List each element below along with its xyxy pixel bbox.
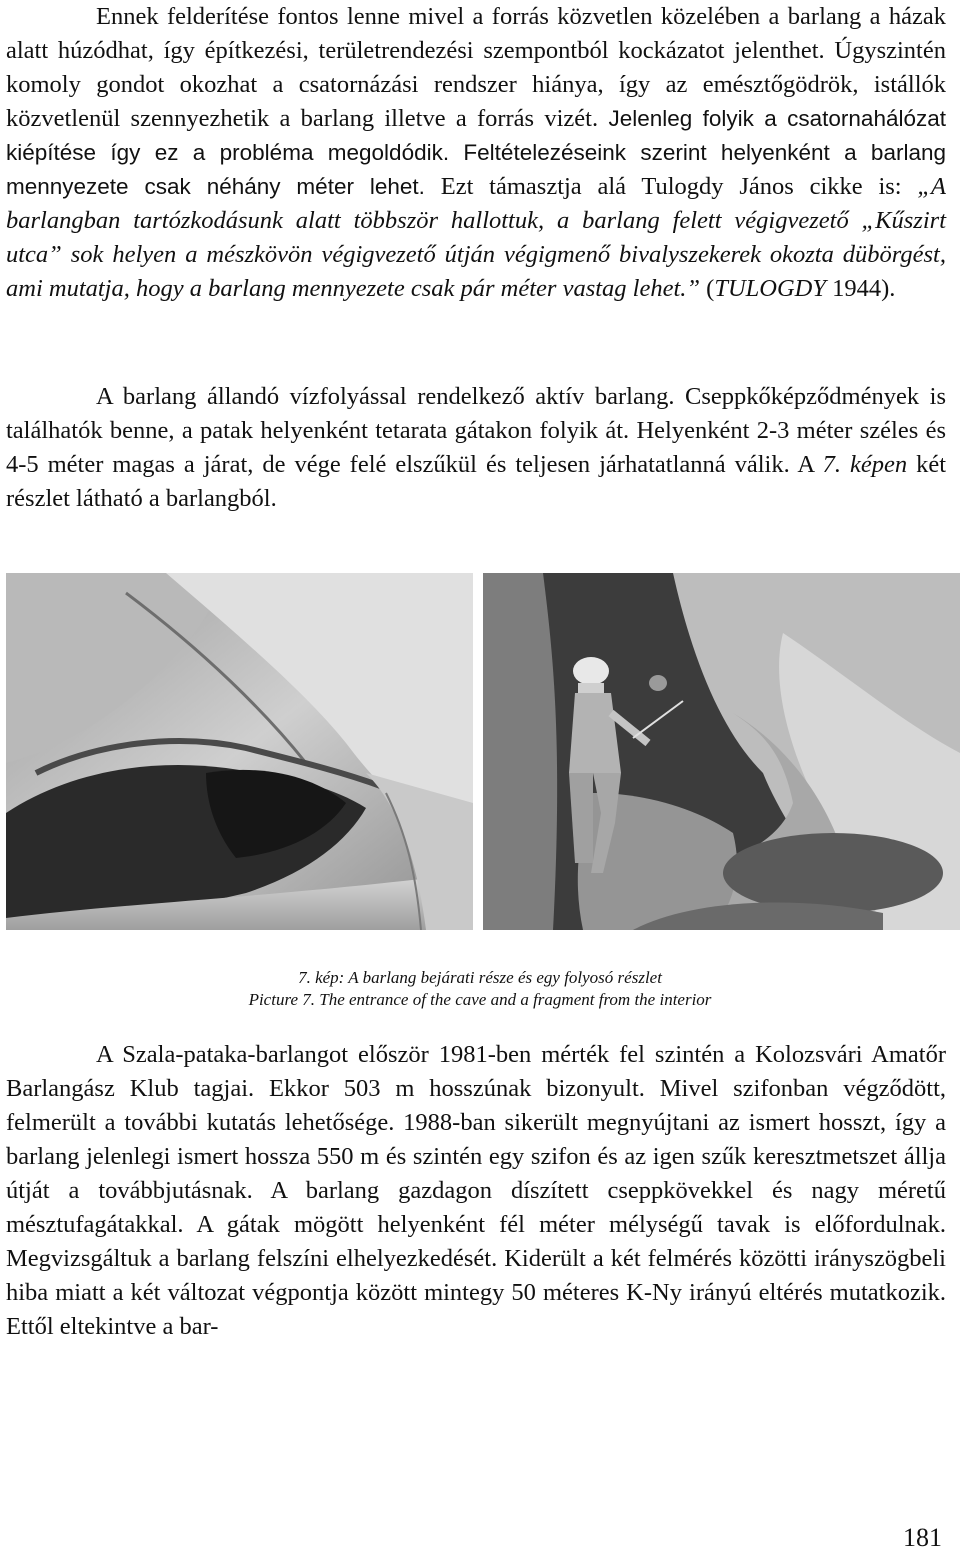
tulogdy-quote: „A barlangban tartózkodásunk alatt többször hallottuk, a barlang felett végigvezető „Kűszirt utca” sok helyen a mészkövön végigvezető útján végigmenő bivalyszekerek okozta dübörgést, ami mutatja, hogy a barlang mennyezete csak pár méter vastag lehet.” bbox=[6, 173, 946, 302]
citation-close: 1944). bbox=[826, 275, 896, 302]
paragraph-3: A Szala-pataka-barlangot először 1981-ben mérték fel szintén a Kolozsvári Amatőr Barlangász Klub tagjai. Ekkor 503 m hosszúnak bizonyult. Mivel szifonban végződött, felmerült a további kutatás lehetősége. 1988-ban sikerült megnyújtani az ismert hosszt, így a barlang jelenlegi ismert hossza 550 m és szintén egy szifon és az igen szűk keresztmetszet állja útját a továbbjutásnak. A barlang gazdagon díszített cseppkövekkel és nagy méretű mésztufagátakkal. A gátak mögött helyenként fél méter mélységű tavak is előfordulnak. Megvizsgáltuk a barlang felszíni elhelyezkedését. Kiderült a két felmérés közötti irányszögbeli hiba miatt a két változat végpontja között mintegy 50 méteres K-Ny irányú eltérés mutatkozik. Ettől eltekintve a bar- bbox=[6, 1041, 946, 1340]
figure-caption-hungarian: 7. kép: A barlang bejárati része és egy folyosó részlet bbox=[298, 968, 662, 987]
paragraph-2 bbox=[6, 380, 946, 516]
paragraph-2-text-after: két részlet látható a barlangból. bbox=[6, 451, 947, 512]
paragraph-1-intro: Ezt támasztja alá Tulogdy János cikke is: bbox=[424, 173, 918, 200]
cave-corridor-photo bbox=[483, 573, 960, 930]
paragraph-1-lead: Ennek felderítése fontos lenne mivel a forrás közvetlen közelében a barlang a házak alatt húzódhat, így építkezési, területrendezési szempontból kockázatot jelenthet. Úgyszintén komoly gondot okozhat a csatornázási rendszer hiánya, így az emésztőgödrök, istállók közvetlenül szennyezhetik a barlang illetve a forrás vizét. bbox=[6, 3, 946, 132]
figure-caption-english: Picture 7. The entrance of the cave and a fragment from the interior bbox=[248, 990, 712, 1009]
page-number: 181 bbox=[903, 1523, 942, 1552]
citation-author: TULOGDY bbox=[714, 275, 826, 302]
citation-open: ( bbox=[700, 275, 715, 302]
figure-ref-number: 7. bbox=[822, 451, 842, 478]
figure-ref-word: képen bbox=[841, 451, 908, 478]
paragraph-2-text-before: A barlang állandó vízfolyással rendelkező aktív barlang. Cseppkőképződmények is találhatók benne, a patak helyenként tetarata gátakon folyik át. Helyenként 2-3 méter széles és 4-5 méter magas a járat, de vége felé elszűkül és teljesen járhatatlanná válik. A bbox=[6, 383, 946, 478]
paragraph-1 bbox=[6, 0, 946, 306]
paragraph-1-sans-section: Jelenleg folyik a csatornahálózat kiépítése így ez a probléma megoldódik. Feltételezéseink szerint helyenként a barlang mennyezete csak néhány méter lehet. bbox=[6, 106, 946, 199]
cave-entrance-photo bbox=[6, 573, 473, 930]
